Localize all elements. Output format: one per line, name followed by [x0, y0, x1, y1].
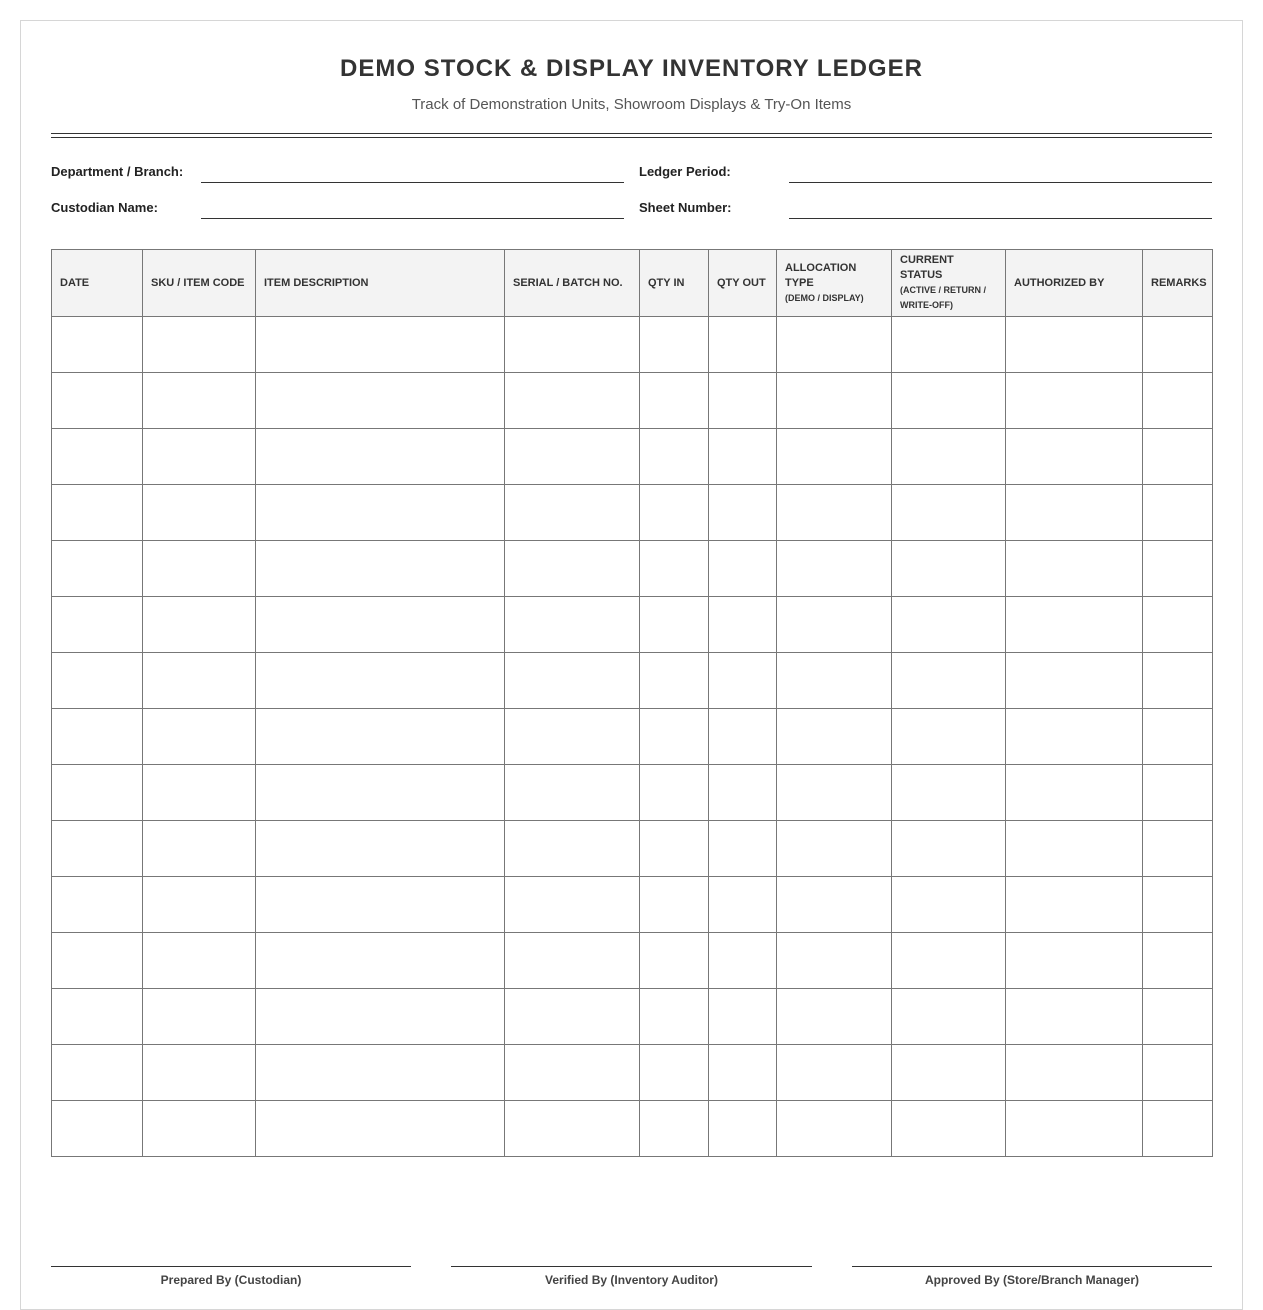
table-cell[interactable] — [1143, 1045, 1213, 1101]
table-cell[interactable] — [777, 597, 892, 653]
table-row — [52, 429, 1213, 485]
table-cell[interactable] — [892, 597, 1006, 653]
table-cell[interactable] — [892, 541, 1006, 597]
table-row — [52, 989, 1213, 1045]
table-cell[interactable] — [1006, 653, 1143, 709]
sheet-number-label: Sheet Number: — [639, 200, 732, 215]
table-row — [52, 541, 1213, 597]
table-cell[interactable] — [709, 933, 777, 989]
table-cell[interactable] — [1143, 373, 1213, 429]
table-cell[interactable] — [777, 541, 892, 597]
table-cell[interactable] — [256, 1045, 505, 1101]
table-cell[interactable] — [709, 653, 777, 709]
column-header-label: DATE — [60, 276, 90, 289]
table-cell[interactable] — [143, 653, 256, 709]
prepared-by-label: Prepared By (Custodian) — [160, 1273, 302, 1287]
table-cell[interactable] — [143, 1045, 256, 1101]
ledger-sheet — [20, 20, 1243, 1310]
table-cell[interactable] — [1143, 765, 1213, 821]
table-cell[interactable] — [143, 709, 256, 765]
table-cell[interactable] — [892, 1101, 1006, 1157]
table-row — [52, 1101, 1213, 1157]
table-cell[interactable] — [777, 317, 892, 373]
column-header — [777, 250, 892, 317]
table-cell[interactable] — [1006, 765, 1143, 821]
table-cell[interactable] — [505, 373, 640, 429]
table-cell[interactable] — [1006, 485, 1143, 541]
column-header — [640, 250, 709, 317]
table-cell[interactable] — [777, 989, 892, 1045]
table-cell[interactable] — [52, 485, 143, 541]
table-cell[interactable] — [1143, 653, 1213, 709]
table-cell[interactable] — [640, 1045, 709, 1101]
table-cell[interactable] — [1143, 317, 1213, 373]
table-cell[interactable] — [777, 373, 892, 429]
column-header — [52, 250, 143, 317]
table-cell[interactable] — [256, 765, 505, 821]
table-cell[interactable] — [709, 597, 777, 653]
table-cell[interactable] — [1006, 709, 1143, 765]
column-header — [505, 250, 640, 317]
table-cell[interactable] — [709, 317, 777, 373]
table-cell[interactable] — [1143, 1101, 1213, 1157]
table-cell[interactable] — [505, 485, 640, 541]
table-row — [52, 485, 1213, 541]
table-cell[interactable] — [1143, 933, 1213, 989]
table-cell[interactable] — [505, 1101, 640, 1157]
table-cell[interactable] — [892, 821, 1006, 877]
table-cell[interactable] — [640, 485, 709, 541]
table-cell[interactable] — [892, 709, 1006, 765]
table-cell[interactable] — [1143, 597, 1213, 653]
table-cell[interactable] — [143, 933, 256, 989]
column-header-label: SKU / ITEM CODE — [151, 276, 245, 289]
table-cell[interactable] — [1143, 821, 1213, 877]
table-cell[interactable] — [52, 1045, 143, 1101]
table-cell[interactable] — [143, 765, 256, 821]
table-cell[interactable] — [892, 485, 1006, 541]
table-cell[interactable] — [256, 653, 505, 709]
table-cell[interactable] — [1006, 933, 1143, 989]
table-cell[interactable] — [777, 485, 892, 541]
table-cell[interactable] — [256, 429, 505, 485]
table-cell[interactable] — [777, 653, 892, 709]
table-cell[interactable] — [1006, 877, 1143, 933]
table-cell[interactable] — [505, 597, 640, 653]
table-cell[interactable] — [1006, 373, 1143, 429]
table-cell[interactable] — [1006, 429, 1143, 485]
table-cell[interactable] — [505, 933, 640, 989]
table-cell[interactable] — [709, 429, 777, 485]
table-cell[interactable] — [1006, 989, 1143, 1045]
table-cell[interactable] — [52, 317, 143, 373]
table-cell[interactable] — [892, 989, 1006, 1045]
table-cell[interactable] — [709, 989, 777, 1045]
header-double-rule — [51, 133, 1212, 138]
column-header-label: QTY OUT — [717, 276, 766, 289]
table-cell[interactable] — [143, 877, 256, 933]
page-title: DEMO STOCK & DISPLAY INVENTORY LEDGER — [340, 55, 923, 82]
table-row — [52, 765, 1213, 821]
table-cell[interactable] — [143, 821, 256, 877]
table-cell[interactable] — [709, 821, 777, 877]
table-cell[interactable] — [52, 933, 143, 989]
column-header-sublabel: (DEMO / DISPLAY) — [785, 292, 864, 303]
table-cell[interactable] — [256, 821, 505, 877]
table-row — [52, 877, 1213, 933]
table-cell[interactable] — [256, 541, 505, 597]
table-cell[interactable] — [709, 709, 777, 765]
table-cell[interactable] — [777, 709, 892, 765]
table-cell[interactable] — [1143, 989, 1213, 1045]
prepared-by-signature-line[interactable] — [51, 1266, 411, 1267]
table-cell[interactable] — [143, 317, 256, 373]
table-cell[interactable] — [709, 1101, 777, 1157]
table-cell[interactable] — [640, 597, 709, 653]
custodian-field[interactable] — [201, 218, 624, 219]
table-row — [52, 1045, 1213, 1101]
table-cell[interactable] — [256, 597, 505, 653]
table-cell[interactable] — [143, 597, 256, 653]
page-subtitle: Track of Demonstration Units, Showroom Displays & Try-On Items — [411, 96, 852, 113]
table-cell[interactable] — [640, 1101, 709, 1157]
table-cell[interactable] — [256, 709, 505, 765]
column-header-label: REMARKS — [1151, 276, 1207, 289]
table-row — [52, 933, 1213, 989]
table-cell[interactable] — [505, 541, 640, 597]
table-cell[interactable] — [1006, 317, 1143, 373]
table-cell[interactable] — [143, 373, 256, 429]
table-cell[interactable] — [892, 765, 1006, 821]
table-row — [52, 317, 1213, 373]
table-header-row — [52, 250, 1213, 317]
table-cell[interactable] — [1143, 485, 1213, 541]
table-cell[interactable] — [52, 877, 143, 933]
table-cell[interactable] — [52, 709, 143, 765]
table-cell[interactable] — [640, 541, 709, 597]
ledger-table — [51, 249, 1213, 1157]
column-header-label: ALLOCATION TYPE — [785, 261, 857, 289]
column-header-label: SERIAL / BATCH NO. — [513, 276, 623, 289]
sheet-number-field[interactable] — [789, 218, 1212, 219]
ledger-period-label: Ledger Period: — [639, 164, 731, 179]
table-cell[interactable] — [52, 429, 143, 485]
table-cell[interactable] — [52, 653, 143, 709]
table-cell[interactable] — [892, 653, 1006, 709]
table-cell[interactable] — [892, 429, 1006, 485]
table-cell[interactable] — [892, 877, 1006, 933]
column-header-label: QTY IN — [648, 276, 685, 289]
table-cell[interactable] — [640, 653, 709, 709]
table-cell[interactable] — [1143, 709, 1213, 765]
table-cell[interactable] — [709, 1045, 777, 1101]
table-cell[interactable] — [52, 989, 143, 1045]
table-cell[interactable] — [1006, 541, 1143, 597]
table-cell[interactable] — [143, 1101, 256, 1157]
column-header — [709, 250, 777, 317]
column-header — [892, 250, 1006, 317]
table-cell[interactable] — [640, 877, 709, 933]
table-cell[interactable] — [777, 1101, 892, 1157]
table-cell[interactable] — [640, 429, 709, 485]
table-cell[interactable] — [777, 933, 892, 989]
table-cell[interactable] — [709, 541, 777, 597]
table-cell[interactable] — [892, 933, 1006, 989]
table-cell[interactable] — [52, 373, 143, 429]
approved-by-label: Approved By (Store/Branch Manager) — [924, 1273, 1140, 1287]
ledger-period-field[interactable] — [789, 182, 1212, 183]
table-cell[interactable] — [640, 765, 709, 821]
column-header-label: CURRENT STATUS — [900, 254, 954, 281]
table-cell[interactable] — [256, 485, 505, 541]
table-cell[interactable] — [777, 429, 892, 485]
table-row — [52, 709, 1213, 765]
column-header — [1006, 250, 1143, 317]
department-field[interactable] — [201, 182, 624, 183]
column-header-label: ITEM DESCRIPTION — [264, 276, 369, 289]
table-cell[interactable] — [1006, 821, 1143, 877]
table-cell[interactable] — [1143, 541, 1213, 597]
table-cell[interactable] — [52, 541, 143, 597]
table-cell[interactable] — [52, 597, 143, 653]
table-cell[interactable] — [1006, 597, 1143, 653]
column-header-sublabel: (ACTIVE / RETURN / WRITE-OFF) — [900, 285, 987, 310]
table-cell[interactable] — [892, 1045, 1006, 1101]
table-cell[interactable] — [256, 373, 505, 429]
table-cell[interactable] — [143, 989, 256, 1045]
table-cell[interactable] — [777, 877, 892, 933]
table-cell[interactable] — [256, 317, 505, 373]
table-cell[interactable] — [52, 765, 143, 821]
table-cell[interactable] — [505, 989, 640, 1045]
table-cell[interactable] — [256, 1101, 505, 1157]
table-cell[interactable] — [777, 821, 892, 877]
table-cell[interactable] — [505, 821, 640, 877]
column-header — [1143, 250, 1213, 317]
table-cell[interactable] — [1006, 1101, 1143, 1157]
table-cell[interactable] — [256, 877, 505, 933]
table-cell[interactable] — [505, 317, 640, 373]
table-cell[interactable] — [52, 1101, 143, 1157]
table-cell[interactable] — [505, 653, 640, 709]
table-cell[interactable] — [709, 765, 777, 821]
department-label: Department / Branch: — [51, 164, 184, 179]
table-cell[interactable] — [143, 485, 256, 541]
table-cell[interactable] — [709, 877, 777, 933]
column-header — [256, 250, 505, 317]
table-row — [52, 821, 1213, 877]
table-cell[interactable] — [1143, 429, 1213, 485]
verified-by-label: Verified By (Inventory Auditor) — [545, 1273, 718, 1287]
table-cell[interactable] — [1006, 1045, 1143, 1101]
table-cell[interactable] — [143, 429, 256, 485]
table-cell[interactable] — [52, 821, 143, 877]
table-cell[interactable] — [892, 317, 1006, 373]
table-body — [52, 317, 1213, 1157]
table-cell[interactable] — [640, 317, 709, 373]
table-cell[interactable] — [892, 373, 1006, 429]
table-row — [52, 373, 1213, 429]
table-cell[interactable] — [256, 933, 505, 989]
table-cell[interactable] — [640, 989, 709, 1045]
table-cell[interactable] — [709, 373, 777, 429]
table-cell[interactable] — [640, 709, 709, 765]
table-cell[interactable] — [256, 989, 505, 1045]
table-cell[interactable] — [143, 541, 256, 597]
table-row — [52, 597, 1213, 653]
table-cell[interactable] — [640, 373, 709, 429]
table-cell[interactable] — [777, 765, 892, 821]
table-cell[interactable] — [505, 709, 640, 765]
approved-by-signature-line[interactable] — [852, 1266, 1212, 1267]
table-cell[interactable] — [505, 429, 640, 485]
column-header — [143, 250, 256, 317]
table-cell[interactable] — [505, 1045, 640, 1101]
verified-by-signature-line[interactable] — [451, 1266, 812, 1267]
table-cell[interactable] — [709, 485, 777, 541]
table-cell[interactable] — [640, 933, 709, 989]
column-header-label: AUTHORIZED BY — [1014, 276, 1105, 289]
table-cell[interactable] — [505, 877, 640, 933]
table-cell[interactable] — [505, 765, 640, 821]
custodian-label: Custodian Name: — [51, 200, 158, 215]
table-row — [52, 653, 1213, 709]
table-cell[interactable] — [640, 821, 709, 877]
table-cell[interactable] — [777, 1045, 892, 1101]
table-cell[interactable] — [1143, 877, 1213, 933]
